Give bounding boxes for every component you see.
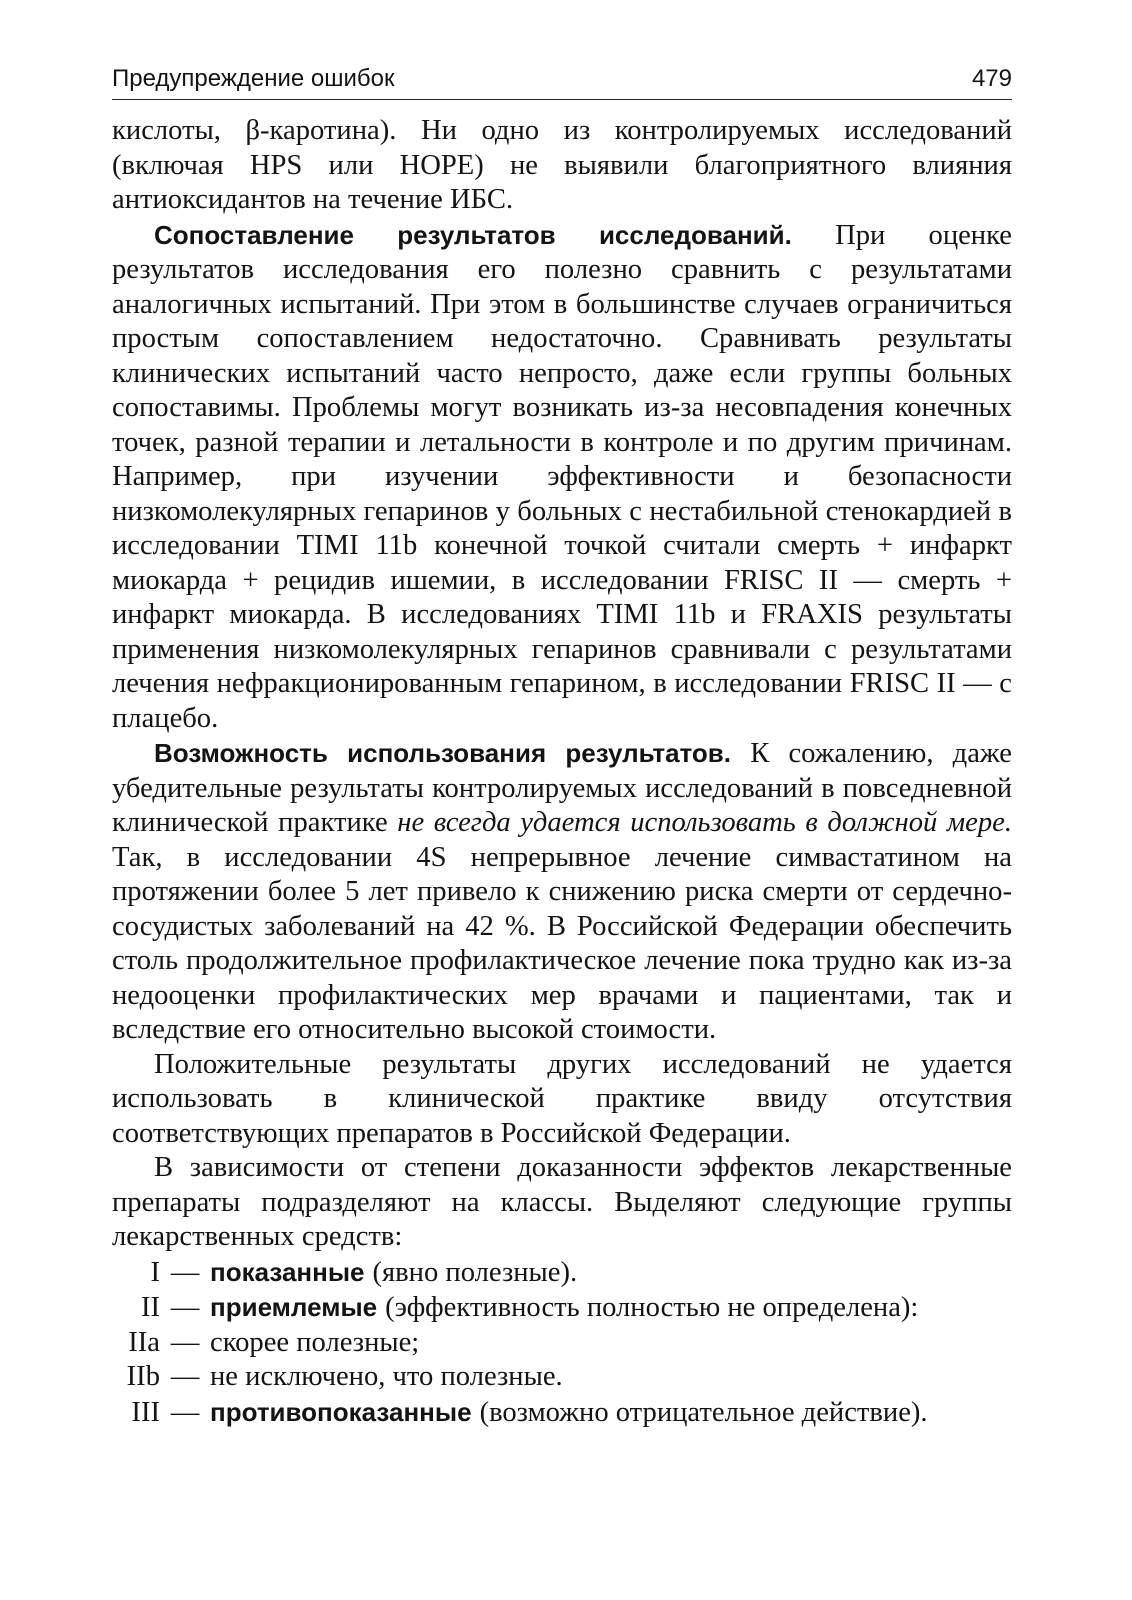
class-code: II: [140, 1292, 160, 1323]
class-description: (явно полезные).: [372, 1256, 578, 1288]
list-item: [112, 1326, 1012, 1361]
paragraph-antioxidants: [112, 114, 1012, 218]
paragraph-text: Положительные результаты других исследований не удается использовать в клинической практике ввиду отсутствия соответствующих препаратов в Российской Федерации.: [112, 1048, 1012, 1149]
paragraph-heading: Сопоставление результатов исследований.: [154, 219, 792, 250]
class-dash: —: [170, 1396, 200, 1428]
paragraph-text: К сожалению, даже убедительные результаты контролируемых исследований в повседневной клинической практике: [112, 738, 1012, 838]
book-page: [112, 62, 1012, 1430]
paragraph-text: В зависимости от степени доказанности эффектов лекарственные препараты подразделяют на классы. Выделяют следующие группы лекарственных средств:: [112, 1152, 1012, 1252]
chapter-title: Предупреждение ошибок: [112, 65, 395, 92]
paragraph-classes-intro: [112, 1151, 1012, 1255]
class-code: IIa: [128, 1326, 160, 1358]
class-term: показанные: [210, 1256, 365, 1287]
paragraph-usability: [112, 736, 1012, 1048]
class-dash: —: [170, 1256, 200, 1288]
class-dash: —: [170, 1292, 200, 1323]
list-item: [112, 1255, 1012, 1291]
paragraph-text: кислоты, β-каротина). Ни одно из контролируемых исследований (включая HPS или HOPE) не выявили благоприятного влияния антиоксидантов на течение ИБС.: [112, 115, 1012, 215]
class-code: III: [131, 1396, 160, 1428]
class-description: (возможно отрицательное действие).: [479, 1396, 928, 1428]
paragraph-comparison: [112, 218, 1012, 737]
list-item: [112, 1290, 1012, 1326]
class-description: скорее полезные;: [210, 1326, 420, 1358]
class-description: (эффективность полностью не определена):: [385, 1292, 919, 1323]
body-text: [112, 114, 1012, 1430]
paragraph-text: При оценке результатов исследования его полезно сравнить с результатами аналогичных испытаний. При этом в большинстве случаев ограничиться простым сопоставлением недостаточно. Сравнивать результаты клинических испытаний часто непросто, даже если группы больных сопоставимы. Проблемы могут возникать из-за несовпадения конечных точек, разной терапии и летальности в контроле и по другим причинам. Например, при изучении эффективности и безопасности низкомолекулярных гепаринов у больных с нестабильной стенокардией в исследовании TIMI 11b конечной точкой считали смерть + инфаркт миокарда + рецидив ишемии, в исследовании FRISC II — смерть + инфаркт миокарда. В исследованиях TIMI 11b и FRAXIS результаты применения низкомолекулярных гепаринов сравнивали с результатами лечения нефракционированным гепарином, в исследовании FRISC II — с плацебо.: [112, 219, 1012, 734]
class-term: приемлемые: [210, 1292, 378, 1322]
page-number: 479: [971, 65, 1012, 92]
paragraph-italic-text: не всегда удается использовать в должной мере.: [397, 807, 1012, 838]
paragraph-other-results: [112, 1048, 1012, 1152]
paragraph-text: Так, в исследовании 4S непрерывное лечение симвастатином на протяжении более 5 лет привело к снижению риска смерти от сердечно-сосудистых заболеваний на 42 %. В Российской Федерации обеспечить столь продолжительное профилактическое лечение пока трудно как из-за недооценки профилактических мер врачами и пациентами, так и вследствие его относительно высокой стоимости.: [112, 841, 1012, 1045]
class-description: не исключено, что полезные.: [210, 1361, 563, 1392]
class-code: IIb: [126, 1361, 160, 1392]
class-code: I: [150, 1256, 160, 1288]
class-dash: —: [170, 1326, 200, 1358]
drug-class-list: [112, 1255, 1012, 1431]
paragraph-heading: Возможность использования результатов.: [154, 738, 732, 768]
class-term: противопоказанные: [210, 1396, 472, 1427]
class-dash: —: [170, 1361, 200, 1392]
list-item: [112, 1395, 1012, 1431]
list-item: [112, 1360, 1012, 1395]
running-header: [112, 62, 1012, 100]
